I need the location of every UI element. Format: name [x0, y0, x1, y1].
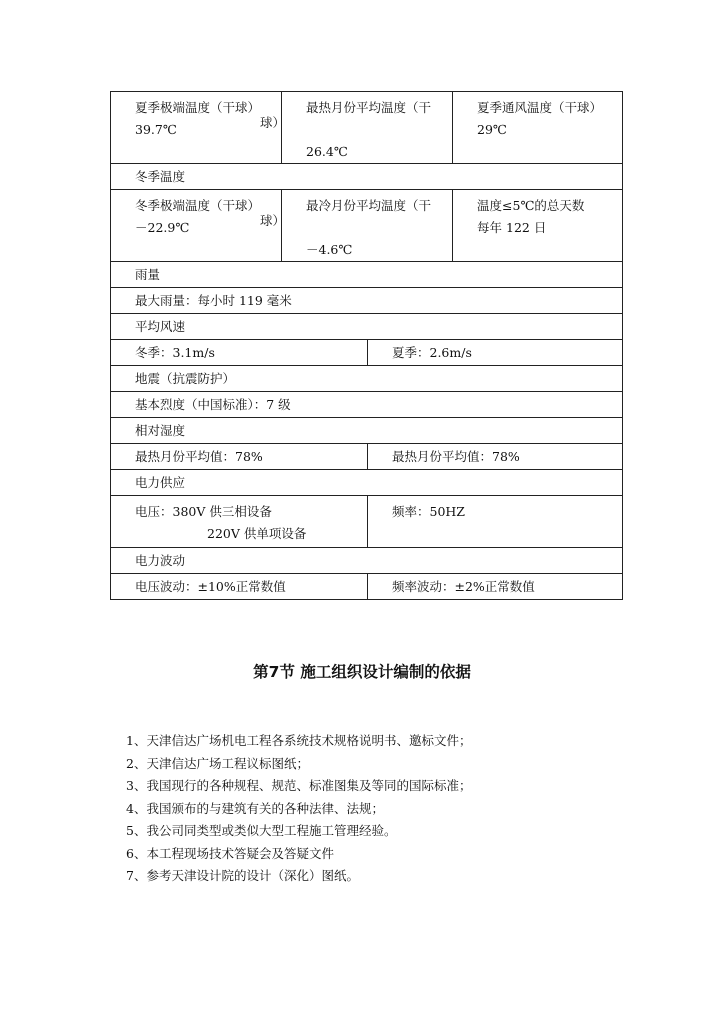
list-item: 6、本工程现场技术答疑会及答疑文件	[126, 845, 334, 861]
winter-coldest-month-cell	[260, 190, 453, 262]
winter-coldest-value: －4.6℃	[306, 242, 353, 257]
quake-header: 地震（抗震防护）	[111, 366, 623, 392]
humidity-header: 相对湿度	[111, 418, 623, 444]
winter-extreme-label: 冬季极端温度（干球）	[135, 198, 261, 213]
table-row	[111, 418, 623, 444]
wind-header: 平均风速	[111, 314, 623, 340]
humidity-right: 最热月份平均值：78%	[368, 444, 623, 470]
summer-ventilation-value: 29℃	[477, 122, 507, 137]
section-title: 第7节 施工组织设计编制的依据	[253, 663, 471, 681]
list-item: 4、我国颁布的与建筑有关的各种法律、法规；	[126, 800, 384, 816]
wind-winter: 冬季：3.1m/s	[111, 340, 368, 366]
table-row	[111, 470, 623, 496]
fluctuation-voltage: 电压波动：±10%正常数值	[111, 574, 368, 600]
list-item: 7、参考天津设计院的设计（深化）图纸。	[126, 868, 359, 883]
rain-value: 最大雨量：每小时 119 毫米	[111, 288, 623, 314]
below-5c-days-cell	[453, 190, 623, 262]
winter-extreme-cell	[111, 190, 282, 262]
fluctuation-frequency: 频率波动：±2%正常数值	[368, 574, 623, 600]
list-item: 5、我公司同类型或类似大型工程施工管理经验。	[126, 823, 397, 838]
table-row	[111, 548, 623, 574]
summer-hottest-spacer	[306, 119, 452, 141]
summer-hottest-label-tail: 球）	[260, 115, 286, 130]
summer-extreme-value: 39.7℃	[135, 122, 177, 137]
below-5c-days-value: 每年 122 日	[477, 220, 547, 235]
summer-hottest-value: 26.4℃	[306, 144, 348, 159]
wind-summer: 夏季：2.6m/s	[368, 340, 623, 366]
power-header: 电力供应	[111, 470, 623, 496]
power-voltage-line2: 220V 供单项设备	[207, 526, 307, 541]
below-5c-days-label: 温度≤5℃的总天数	[477, 198, 585, 213]
table-row	[111, 262, 623, 288]
list-item: 1、天津信达广场机电工程各系统技术规格说明书、邀标文件；	[126, 733, 472, 748]
table-row	[111, 444, 623, 470]
table-row	[111, 314, 623, 340]
table-row	[111, 392, 623, 418]
list-item: 2、天津信达广场工程议标图纸；	[126, 755, 309, 771]
winter-coldest-label-tail: 球）	[260, 213, 286, 228]
power-voltage-line1: 电压：380V 供三相设备	[135, 504, 272, 519]
power-voltage-cell	[111, 496, 368, 548]
summer-extreme-cell	[111, 92, 282, 164]
table-row	[111, 366, 623, 392]
table-row	[111, 164, 623, 190]
list-item: 3、我国现行的各种规程、规范、标准图集及等同的国际标准；	[126, 778, 472, 793]
summer-hottest-label: 最热月份平均温度（干	[306, 100, 432, 115]
summer-extreme-label: 夏季极端温度（干球）	[135, 100, 261, 115]
humidity-left: 最热月份平均值：78%	[111, 444, 368, 470]
power-frequency-cell: 频率：50HZ	[368, 496, 623, 548]
winter-temp-header: 冬季温度	[111, 164, 623, 190]
table-row	[111, 574, 623, 600]
table-row	[111, 190, 623, 262]
climate-table	[110, 91, 623, 600]
table-row	[111, 496, 623, 548]
summer-hottest-month-cell	[260, 92, 453, 164]
table-row	[111, 340, 623, 366]
table-row	[111, 288, 623, 314]
fluctuation-header: 电力波动	[111, 548, 623, 574]
quake-value: 基本烈度（中国标准）：7 级	[111, 392, 623, 418]
summer-ventilation-label: 夏季通风温度（干球）	[477, 100, 603, 115]
winter-extreme-value: －22.9℃	[135, 220, 190, 235]
basis-list	[126, 730, 471, 888]
summer-ventilation-cell	[453, 92, 623, 164]
rain-header: 雨量	[111, 262, 623, 288]
winter-coldest-label: 最冷月份平均温度（干	[306, 198, 432, 213]
table-row	[111, 92, 623, 164]
winter-coldest-spacer	[306, 217, 452, 239]
